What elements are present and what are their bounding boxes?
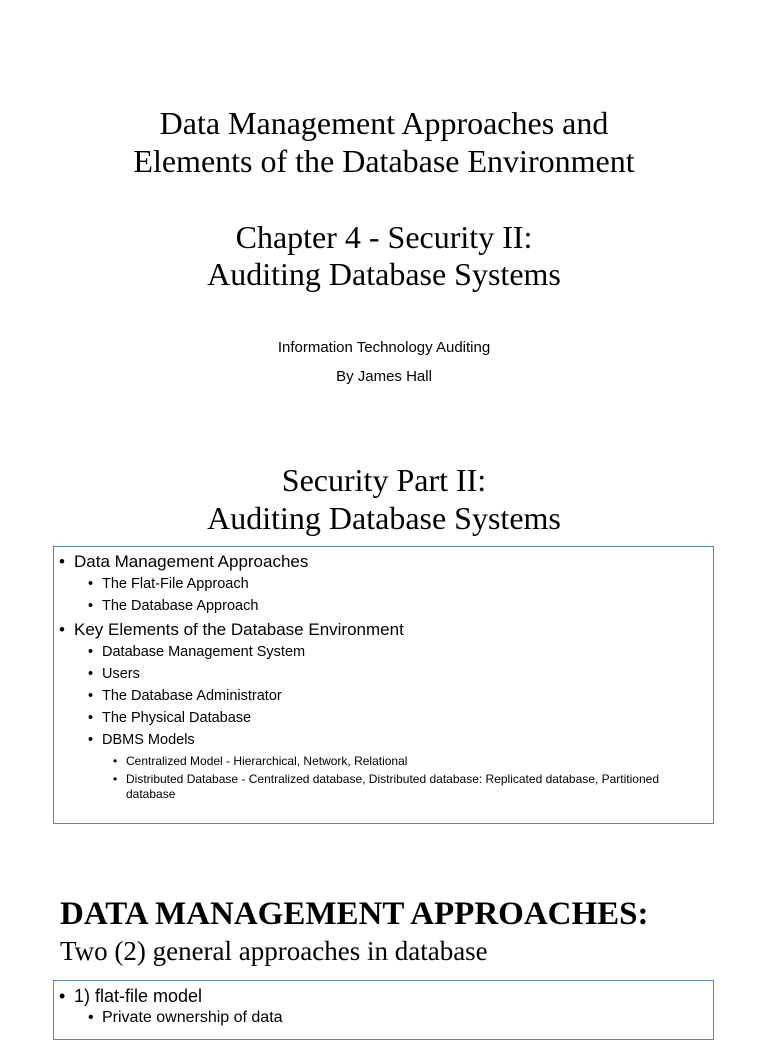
approaches-content-box — [53, 980, 714, 1040]
list-item: • Users — [58, 663, 705, 685]
list-item: • Distributed Database - Centralized database, Distributed database: Replicated database, Partitioned database — [58, 772, 705, 802]
list-item: • The Database Administrator — [58, 685, 705, 707]
outline-title-line-2: Auditing Database Systems — [207, 500, 561, 536]
approaches-list — [58, 985, 705, 1029]
list-item: • The Physical Database — [58, 707, 705, 729]
main-title-line-2: Elements of the Database Environment — [133, 143, 635, 179]
list-item: • DBMS Models — [58, 729, 705, 751]
list-item: • Data Management Approaches — [58, 551, 705, 573]
list-item: • The Flat-File Approach — [58, 573, 705, 595]
list-item: • The Database Approach — [58, 595, 705, 617]
main-title-line-1: Data Management Approaches and — [159, 105, 609, 141]
chapter-title-line-1: Chapter 4 - Security II: — [235, 219, 533, 255]
outline-list — [58, 551, 705, 802]
author-name: By James Hall — [336, 368, 432, 385]
list-item: • Database Management System — [58, 641, 705, 663]
approaches-subheading: Two (2) general approaches in database — [60, 936, 488, 966]
book-title: Information Technology Auditing — [277, 339, 491, 356]
chapter-title-line-2: Auditing Database Systems — [207, 256, 561, 292]
outline-title-line-1: Security Part II: — [281, 462, 487, 498]
list-item: • Private ownership of data — [58, 1007, 705, 1029]
outline-content-box — [53, 546, 714, 824]
list-item: • 1) flat-file model — [58, 985, 705, 1007]
approaches-heading: DATA MANAGEMENT APPROACHES: — [60, 896, 649, 932]
list-item: • Key Elements of the Database Environment — [58, 619, 705, 641]
list-item: • Centralized Model - Hierarchical, Network, Relational — [58, 754, 705, 769]
